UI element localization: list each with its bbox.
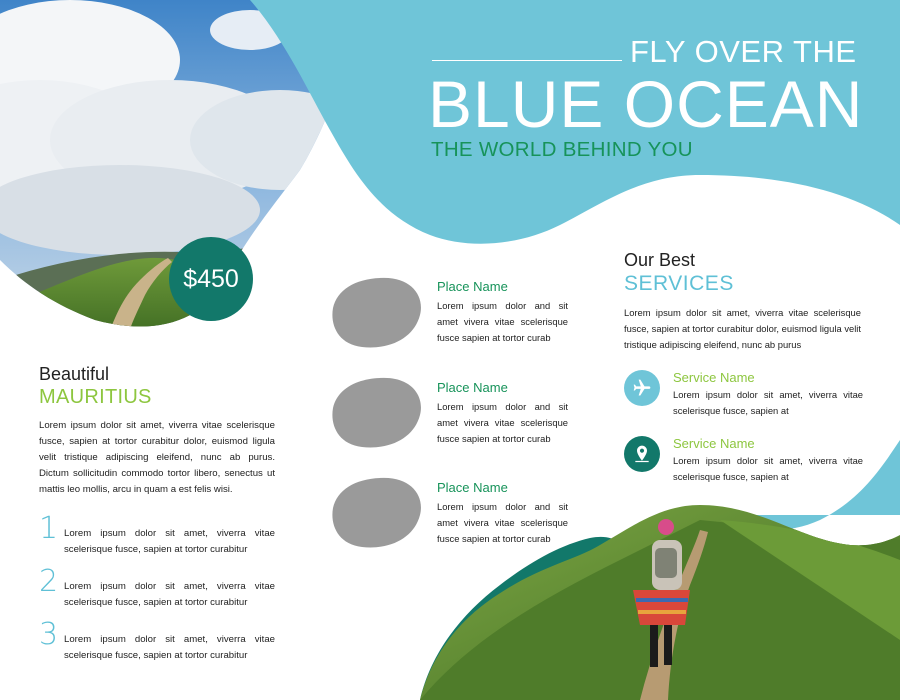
service-name: Service Name: [673, 436, 755, 451]
list-text: Lorem ipsum dolor sit amet, viverra vitae scelerisque fusce, sapien at tortor curabitur: [64, 581, 275, 608]
airplane-icon: [624, 370, 660, 406]
place-image-placeholder-1: [332, 278, 421, 348]
price-badge: $450: [169, 237, 253, 321]
mauritius-title-small: Beautiful: [39, 364, 110, 384]
services-title-big: SERVICES: [624, 272, 734, 295]
place-name: Place Name: [437, 380, 508, 395]
list-item: [39, 511, 275, 567]
place-text: Lorem ipsum dolor and sit amet vivera vitae scelerisque fusce sapien at tortor curab: [437, 501, 568, 544]
place-card: [437, 480, 568, 547]
map-pin-icon: [624, 436, 660, 472]
headline-fly-over: FLY OVER THE: [630, 34, 857, 69]
service-name: Service Name: [673, 370, 755, 385]
title-rule: [432, 60, 622, 61]
list-item: [39, 564, 275, 620]
place-name: Place Name: [437, 279, 508, 294]
mauritius-description: Lorem ipsum dolor sit amet, viverra vitae scelerisque fusce, sapien at tortor curabitur dolor, euismod ligula velit tristique adipiscing eleifend, nunc ab purus. Dictum sollicitudin commodo tortor libero, senectus ut mattis leo mollis, arcu in quam a est felis wisi.: [39, 420, 275, 495]
services-title-small: Our Best: [624, 250, 696, 270]
service-text: Lorem ipsum dolor sit amet, viverra vitae scelerisque fusce, sapien at: [673, 389, 863, 416]
tagline: THE WORLD BEHIND YOU: [431, 138, 693, 161]
numbered-list: [39, 511, 275, 673]
place-text: Lorem ipsum dolor and sit amet vivera vitae scelerisque fusce sapien at tortor curab: [437, 401, 568, 444]
place-text: Lorem ipsum dolor and sit amet vivera vitae scelerisque fusce sapien at tortor curab: [437, 300, 568, 343]
list-item: [39, 617, 275, 673]
place-image-placeholder-3: [332, 478, 421, 548]
list-number: 2: [39, 564, 59, 599]
place-card: [437, 279, 568, 346]
services-description: Lorem ipsum dolor sit amet, viverra vitae scelerisque fusce, sapien at tortor curabitur dolor, euismod ligula velit tristique adipiscing eleifend, nunc ab purus: [624, 307, 861, 350]
service-item: [624, 370, 864, 419]
place-card: [437, 380, 568, 447]
headline-blue-ocean: BLUE OCEAN: [428, 67, 864, 141]
place-image-placeholder-2: [332, 378, 421, 448]
list-text: Lorem ipsum dolor sit amet, viverra vitae scelerisque fusce, sapien at tortor curabitur: [64, 634, 275, 661]
service-text: Lorem ipsum dolor sit amet, viverra vitae scelerisque fusce, sapien at: [673, 455, 863, 482]
place-name: Place Name: [437, 480, 508, 495]
list-text: Lorem ipsum dolor sit amet, viverra vitae scelerisque fusce, sapien at tortor curabitur: [64, 528, 275, 555]
list-number: 3: [39, 617, 59, 652]
service-item: [624, 436, 864, 485]
mauritius-title-big: MAURITIUS: [39, 386, 152, 408]
list-number: 1: [39, 511, 59, 546]
